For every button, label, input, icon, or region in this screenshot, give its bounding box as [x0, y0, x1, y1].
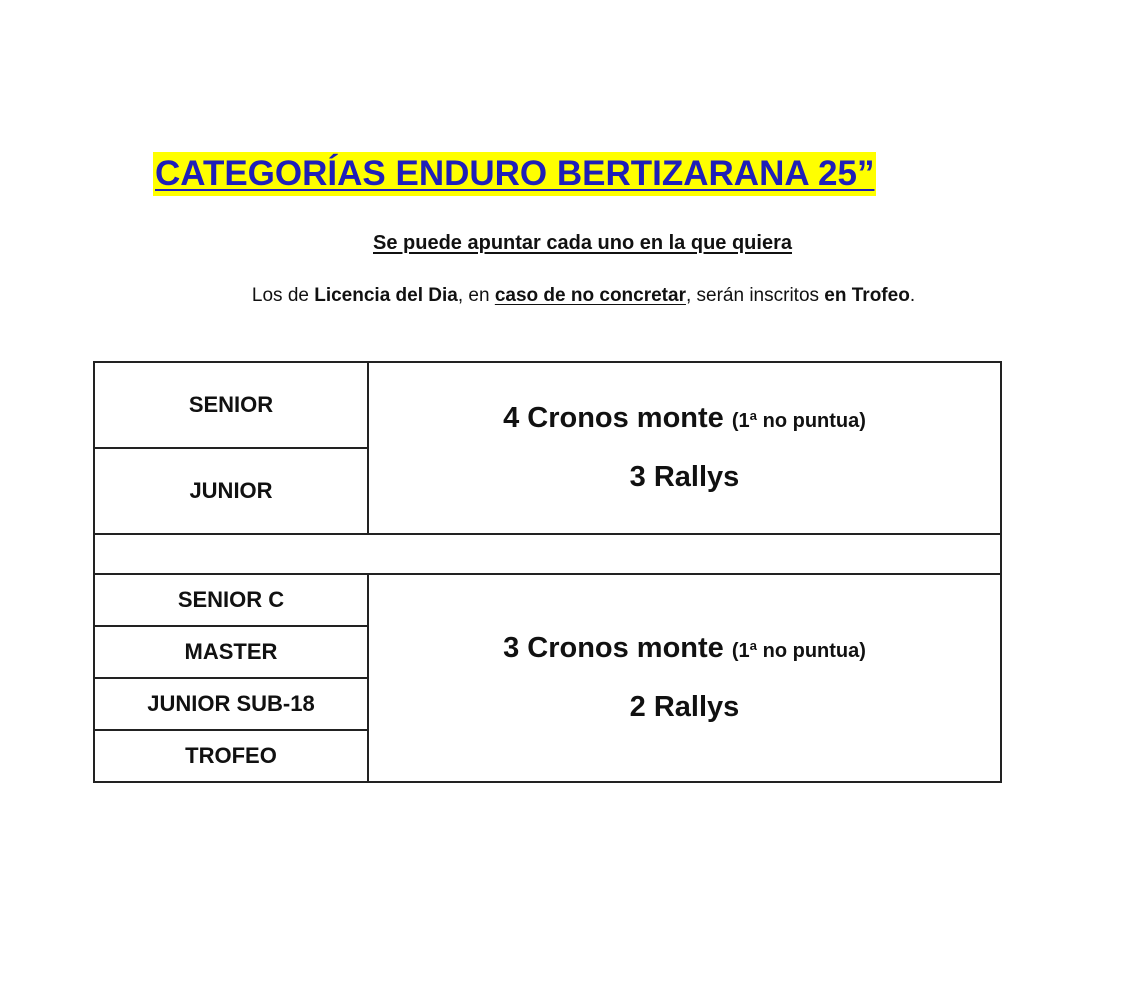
license-note: [0, 285, 1125, 307]
group1-cronos: 4 Cronos monte: [503, 402, 724, 434]
table-separator-row: [94, 534, 1001, 574]
group2-cronos: 3 Cronos monte: [503, 632, 724, 664]
category-cell-junior: JUNIOR: [94, 448, 368, 534]
category-cell-trofeo: TROFEO: [94, 730, 368, 782]
page-title: CATEGORÍAS ENDURO BERTIZARANA 25”: [153, 152, 876, 196]
note-condition: caso de no concretar: [494, 285, 686, 306]
table-row: [94, 574, 1001, 626]
group2-cronos-note: (1ª no puntua): [731, 640, 866, 662]
group1-rallys: 3 Rallys: [629, 461, 740, 493]
category-cell-master: MASTER: [94, 626, 368, 678]
category-cell-senior-c: SENIOR C: [94, 574, 368, 626]
group1-cronos-note: (1ª no puntua): [731, 410, 866, 432]
note-trofeo: en Trofeo: [824, 285, 910, 306]
categories-table: [93, 361, 1002, 783]
note-text-1: Los de: [251, 285, 315, 306]
table-row: [94, 362, 1001, 448]
group1-description: [368, 362, 1001, 534]
group2-rallys: 2 Rallys: [629, 691, 740, 723]
note-text-3: , serán inscritos: [685, 285, 825, 306]
group2-description: [368, 574, 1001, 782]
category-cell-junior-sub18: JUNIOR SUB-18: [94, 678, 368, 730]
note-license-label: Licencia del Dia: [314, 285, 458, 306]
note-text-4: .: [909, 285, 916, 306]
separator-cell: [94, 534, 1001, 574]
category-cell-senior: SENIOR: [94, 362, 368, 448]
subtitle: Se puede apuntar cada uno en la que quiera: [373, 232, 792, 254]
note-text-2: , en: [457, 285, 495, 306]
